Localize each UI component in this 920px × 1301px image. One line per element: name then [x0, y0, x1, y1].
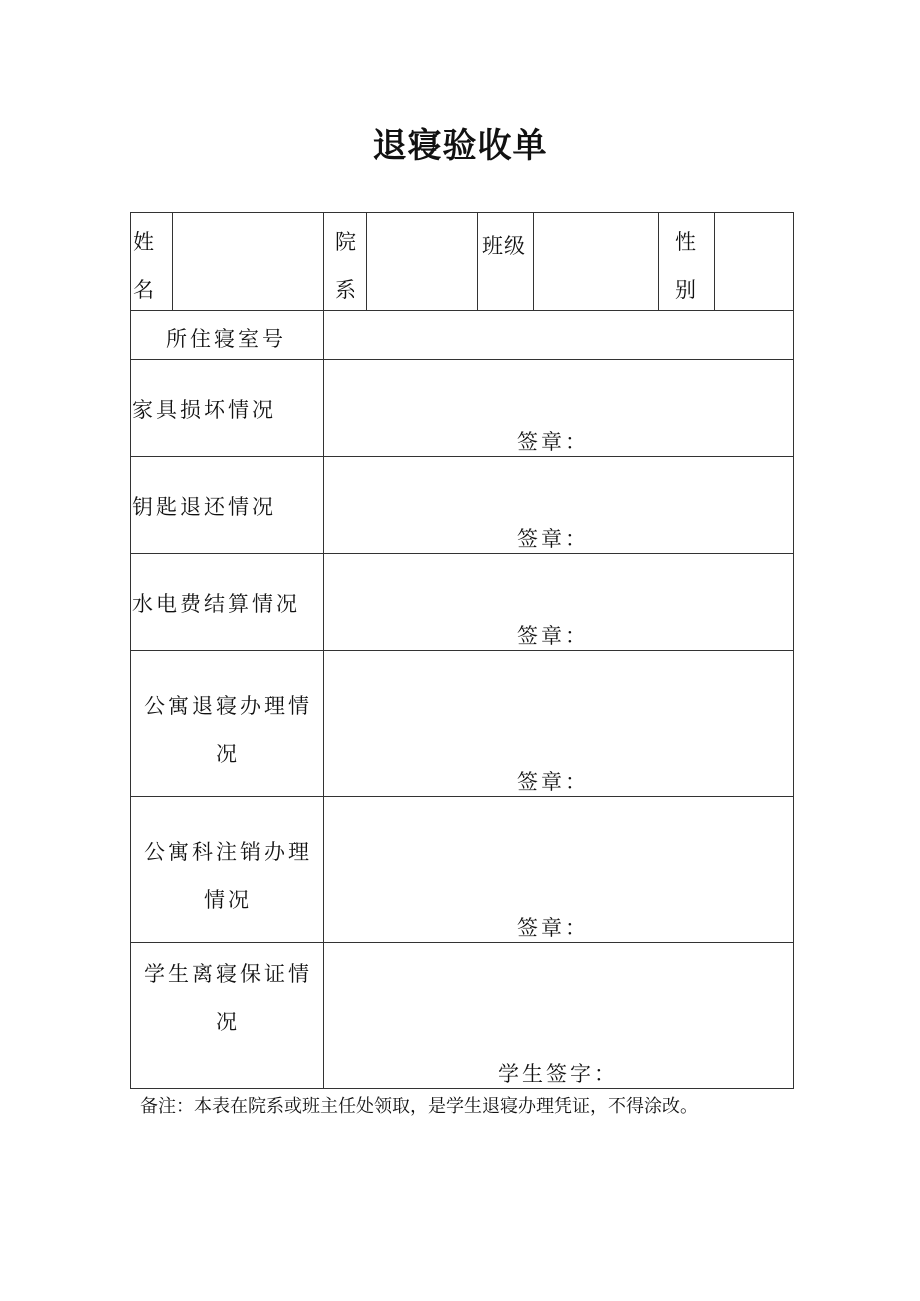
furniture-label-cell: [130, 359, 324, 457]
furniture-field[interactable]: [323, 359, 794, 457]
checkout-label: 公寓退寝办理情况: [144, 694, 312, 766]
utility-label: 水电费结算情况: [132, 592, 300, 616]
class-label-cell: [477, 212, 534, 311]
cancellation-field[interactable]: [323, 796, 794, 943]
cancellation-label-cell: [130, 796, 324, 943]
key-signature-label: 签章：: [517, 527, 589, 551]
class-field[interactable]: [533, 212, 659, 311]
gender-label: 性别: [675, 230, 699, 302]
gender-field[interactable]: [714, 212, 794, 311]
key-label: 钥匙退还情况: [132, 495, 276, 519]
cancellation-signature-label: 签章：: [517, 916, 589, 940]
furniture-signature-label: 签章：: [517, 430, 589, 454]
footnote: 备注：本表在院系或班主任处领取，是学生退寝办理凭证，不得涂改。: [140, 1096, 698, 1117]
department-label-cell: [323, 212, 367, 311]
furniture-label: 家具损坏情况: [132, 398, 276, 422]
page-title: 退寝验收单: [372, 126, 548, 166]
checkout-label-cell: [130, 650, 324, 797]
guarantee-field[interactable]: [323, 942, 794, 1089]
key-field[interactable]: [323, 456, 794, 554]
checkout-field[interactable]: [323, 650, 794, 797]
checkout-signature-label: 签章：: [517, 770, 589, 794]
cancellation-label: 公寓科注销办理情况: [144, 840, 312, 912]
utility-label-cell: [130, 553, 324, 651]
department-label: 院系: [335, 230, 359, 302]
room-label: 所住寝室号: [166, 327, 286, 351]
gender-label-cell: [658, 212, 715, 311]
room-field[interactable]: [323, 310, 794, 360]
name-field[interactable]: [172, 212, 324, 311]
room-label-cell: [130, 310, 324, 360]
student-signature-label: 学生签字：: [498, 1062, 618, 1086]
guarantee-label-cell: [130, 942, 324, 1089]
class-label: 班级: [482, 234, 526, 258]
guarantee-label: 学生离寝保证情况: [144, 962, 312, 1034]
department-field[interactable]: [366, 212, 478, 311]
name-label: 姓名: [133, 230, 157, 302]
key-label-cell: [130, 456, 324, 554]
name-label-cell: [130, 212, 173, 311]
utility-signature-label: 签章：: [517, 624, 589, 648]
utility-field[interactable]: [323, 553, 794, 651]
